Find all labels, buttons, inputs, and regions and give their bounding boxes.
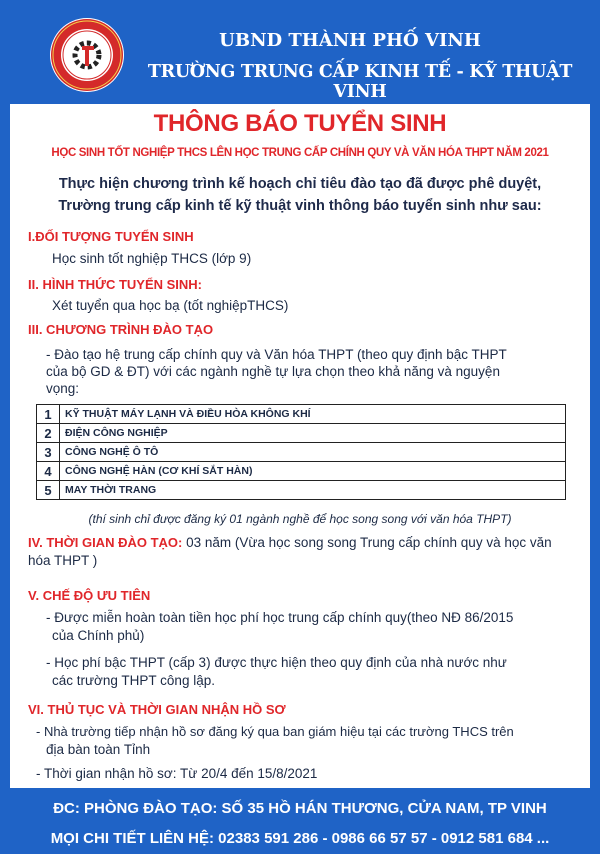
section-3-line-2: của bộ GD & ĐT) với các ngành nghề tự lựa chọn theo khả năng và nguyện <box>46 364 500 379</box>
majors-table <box>36 404 566 500</box>
section-6-line-2: địa bàn toàn Tỉnh <box>46 742 151 757</box>
section-5-line-3: - Học phí bậc THPT (cấp 3) được thực hiện theo quy định của nhà nước như <box>46 655 507 670</box>
major-number: 2 <box>37 424 60 443</box>
major-number: 1 <box>37 405 60 424</box>
major-name: ĐIỆN CÔNG NGHIỆP <box>60 424 566 443</box>
section-6-line-3: - Thời gian nhận hồ sơ: Từ 20/4 đến 15/8/2021 <box>36 766 318 781</box>
major-name: CÔNG NGHỆ Ô TÔ <box>60 443 566 462</box>
section-3-line-1: - Đào tạo hệ trung cấp chính quy và Văn hóa THPT (theo quy định bậc THPT <box>46 347 507 362</box>
section-5-line-4: các trường THPT công lập. <box>52 673 215 688</box>
subtitle: HỌC SINH TỐT NGHIỆP THCS LÊN HỌC TRUNG CẤP CHÍNH QUY VÀ VĂN HÓA THPT NĂM 2021 <box>51 147 549 159</box>
table-row <box>37 462 566 481</box>
school-name: TRƯỜNG TRUNG CẤP KINH TẾ - KỸ THUẬT VINH <box>147 62 573 102</box>
section-3-line-3: vọng: <box>46 381 80 396</box>
major-name: KỸ THUẬT MÁY LẠNH VÀ ĐIỀU HÒA KHÔNG KHÍ <box>60 405 566 424</box>
section-2-heading: II. HÌNH THỨC TUYỂN SINH: <box>28 277 203 292</box>
table-row <box>37 424 566 443</box>
registration-note: (thí sinh chỉ được đăng ký 01 ngành nghề để học song song với văn hóa THPT) <box>88 512 512 526</box>
table-row <box>37 405 566 424</box>
major-number: 3 <box>37 443 60 462</box>
section-5-line-2: của Chính phủ) <box>52 628 145 643</box>
major-name: MAY THỜI TRANG <box>60 481 566 500</box>
section-3-heading: III. CHƯƠNG TRÌNH ĐÀO TẠO <box>28 322 214 337</box>
header-banner <box>0 0 600 104</box>
table-row <box>37 481 566 500</box>
section-1-heading: I.ĐỐI TƯỢNG TUYỂN SINH <box>28 229 194 244</box>
intro-line-1: Thực hiện chương trình kế hoạch chỉ tiêu đào tạo đã được phê duyệt, <box>58 176 542 192</box>
major-number: 4 <box>37 462 60 481</box>
section-5-heading: V. CHẾ ĐỘ ƯU TIÊN <box>28 588 151 603</box>
org-name: UBND THÀNH PHỐ VINH <box>219 30 481 51</box>
section-4-text: 03 năm (Vừa học song song Trung cấp chính quy và học văn <box>182 535 552 550</box>
major-name: CÔNG NGHỆ HÀN (CƠ KHÍ SẮT HÀN) <box>60 462 566 481</box>
intro-line-2: Trường trung cấp kinh tế kỹ thuật vinh thông báo tuyển sinh như sau: <box>58 198 542 214</box>
page-title: THÔNG BÁO TUYỂN SINH <box>153 110 447 137</box>
section-6-line-1: - Nhà trường tiếp nhận hồ sơ đăng ký qua ban giám hiệu tại các trường THCS trên <box>36 724 514 739</box>
section-4-line-1 <box>28 535 552 551</box>
section-1-text: Học sinh tốt nghiệp THCS (lớp 9) <box>52 251 252 266</box>
major-number: 5 <box>37 481 60 500</box>
section-5-line-1: - Được miễn hoàn toàn tiền học phí học trung cấp chính quy(theo NĐ 86/2015 <box>46 610 514 625</box>
footer-contact: MỌI CHI TIẾT LIÊN HỆ: 02383 591 286 - 0986 66 57 57 - 0912 581 684 ... <box>50 830 550 847</box>
section-2-text: Xét tuyển qua học bạ (tốt nghiệpTHCS) <box>52 298 289 313</box>
footer-address: ĐC: PHÒNG ĐÀO TẠO: SỐ 35 HỒ HÁN THƯƠNG, CỬA NAM, TP VINH <box>53 800 547 817</box>
table-row <box>37 443 566 462</box>
section-4-heading: IV. THỜI GIAN ĐÀO TẠO: <box>28 535 183 550</box>
section-6-heading: VI. THỦ TỤC VÀ THỜI GIAN NHẬN HỒ SƠ <box>28 702 286 717</box>
section-4-line-2: hóa THPT ) <box>28 553 98 568</box>
